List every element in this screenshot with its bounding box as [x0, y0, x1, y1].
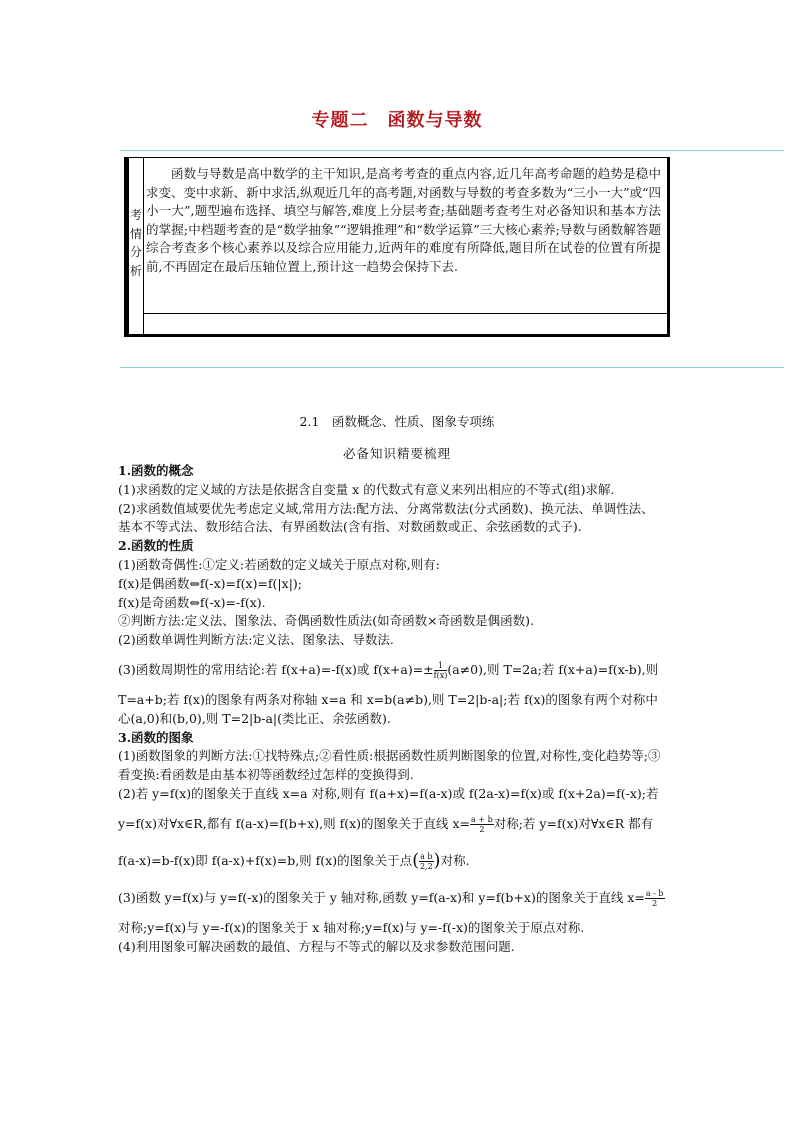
- fraction: [434, 661, 448, 680]
- fraction-denominator: 2: [479, 824, 485, 834]
- label-char: 析: [129, 263, 142, 278]
- knowledge-content: [118, 462, 666, 956]
- analysis-empty-row: [144, 313, 667, 334]
- text-part: f(a-x)=b-f(x)即 f(a-x)+f(x)=b,则 f(x)的图象关于点: [118, 852, 413, 868]
- heading-concept: 1.函数的概念: [118, 463, 194, 478]
- text-part: 对称;若 y=f(x)对∀x∈R 都有: [493, 815, 654, 831]
- point-fraction: [419, 852, 433, 871]
- paragraph: (1)求函数的定义域的方法是依据含自变量 x 的代数式有意义来列出相应的不等式(组)求解.: [118, 481, 615, 497]
- paragraph-periodicity: [118, 661, 666, 680]
- paragraph-symmetry-point: [118, 849, 666, 871]
- fraction-numerator: a b: [420, 851, 433, 861]
- text-part: y=f(x)对∀x∈R,都有 f(a-x)=f(b+x),则 f(x)的图象关于直线 x=: [118, 815, 471, 831]
- paragraph: (2)求函数值域要优先考虑定义域,常用方法:配方法、分离常数法(分式函数)、换元法、单调性法、基本不等式法、数形结合法、有界函数法(含有指、对数函数或正、余弦函数的式子).: [118, 500, 654, 535]
- analysis-label: [129, 158, 144, 334]
- fraction: [470, 815, 494, 834]
- paragraph: T=a+b;若 f(x)的图象有两条对称轴 x=a 和 x=b(a≠b),则 T=2|b-a|;若 f(x)的图象有两个对称中心(a,0)和(b,0),则 T=2|b-a|(类比正、余弦函数).: [118, 691, 658, 726]
- label-char: 分: [129, 245, 142, 259]
- label-char: 考: [129, 208, 142, 222]
- fraction-numerator: a - b: [645, 888, 664, 898]
- paragraph: (2)若 y=f(x)的图象关于直线 x=a 对称,则有 f(a+x)=f(a-x)或 f(2a-x)=f(x)或 f(x+2a)=f(-x);若: [118, 785, 659, 801]
- text-part: 对称.: [440, 852, 470, 868]
- section-subtitle: 必备知识精要梳理: [342, 446, 451, 461]
- fraction-numerator: a + b: [471, 814, 493, 824]
- paragraph: (1)函数图象的判断方法:①找特殊点;②看性质:根据函数性质判断图象的位置,对称性,变化趋势等;③看变换:看函数是由基本初等函数经过怎样的变换得到.: [118, 748, 661, 783]
- text-part: (3)函数 y=f(x)与 y=f(-x)的图象关于 y 轴对称,函数 y=f(a-x)和 y=f(b+x)的图象关于直线 x=: [118, 889, 645, 905]
- left-paren: (: [412, 849, 420, 871]
- heading-properties: 2.函数的性质: [118, 538, 194, 554]
- bottom-divider: [120, 367, 784, 368]
- analysis-content: [144, 158, 667, 334]
- fraction-denominator: 2: [652, 898, 658, 908]
- paragraph-symmetry-line: [118, 815, 666, 834]
- fraction-denominator: f(x): [433, 670, 448, 680]
- paragraph-symmetry-y: [118, 889, 666, 908]
- paragraph: (2)函数单调性判断方法:定义法、图象法、导数法.: [118, 632, 394, 648]
- analysis-box: [124, 157, 670, 337]
- top-divider: [120, 150, 784, 151]
- analysis-text: 函数与导数是高中数学的主干知识,是高考考查的重点内容,近几年高考命题的趋势是稳中求变、变中求新、新中求活,纵观近几年的高考题,对函数与导数的考查多数为“三小一大”或“四小一大”,题型遍布选择、填空与解答,难度上分层考查;基础题考查考生对必备知识和基本方法的掌握;中档题考查的是“数学抽象”“逻辑推理”和“数学运算”三大核心素养;导数与函数解答题综合考查多个核心素养以及综合应用能力,近两年的难度有所降低,题目所在试卷的位置有所提前,不再固定在最后压轴位置上,预计这一趋势会保持下去.: [146, 166, 661, 274]
- paragraph: 对称;y=f(x)与 y=-f(x)的图象关于 x 轴对称;y=f(x)与 y=-f(-x)的图象关于原点对称.: [118, 919, 585, 935]
- paragraph: (4)利用图象可解决函数的最值、方程与不等式的解以及求参数范围问题.: [118, 938, 515, 954]
- label-char: 情: [129, 226, 142, 241]
- text-part: (3)函数周期性的常用结论:若 f(x+a)=-f(x)或 f(x+a)=±: [118, 661, 434, 677]
- fraction-denominator: 2,2: [419, 861, 433, 871]
- fraction: [645, 889, 665, 908]
- heading-graph: 3.函数的图象: [118, 729, 194, 745]
- paragraph: f(x)是偶函数⇔f(-x)=f(x)=f(|x|);: [118, 575, 302, 591]
- fraction-numerator: 1: [434, 661, 448, 671]
- paragraph: f(x)是奇函数⇔f(-x)=-f(x).: [118, 594, 266, 610]
- right-paren: ): [433, 849, 441, 871]
- text-part: (a≠0),则 T=2a;若 f(x+a)=f(x-b),则: [447, 661, 659, 677]
- paragraph: (1)函数奇偶性:①定义:若函数的定义域关于原点对称,则有:: [118, 556, 440, 572]
- page-title: 专题二 函数与导数: [311, 110, 483, 131]
- paragraph: ②判断方法:定义法、图象法、奇偶函数性质法(如奇函数×奇函数是偶函数).: [118, 613, 534, 629]
- section-title: 2.1 函数概念、性质、图象专项练: [299, 414, 495, 429]
